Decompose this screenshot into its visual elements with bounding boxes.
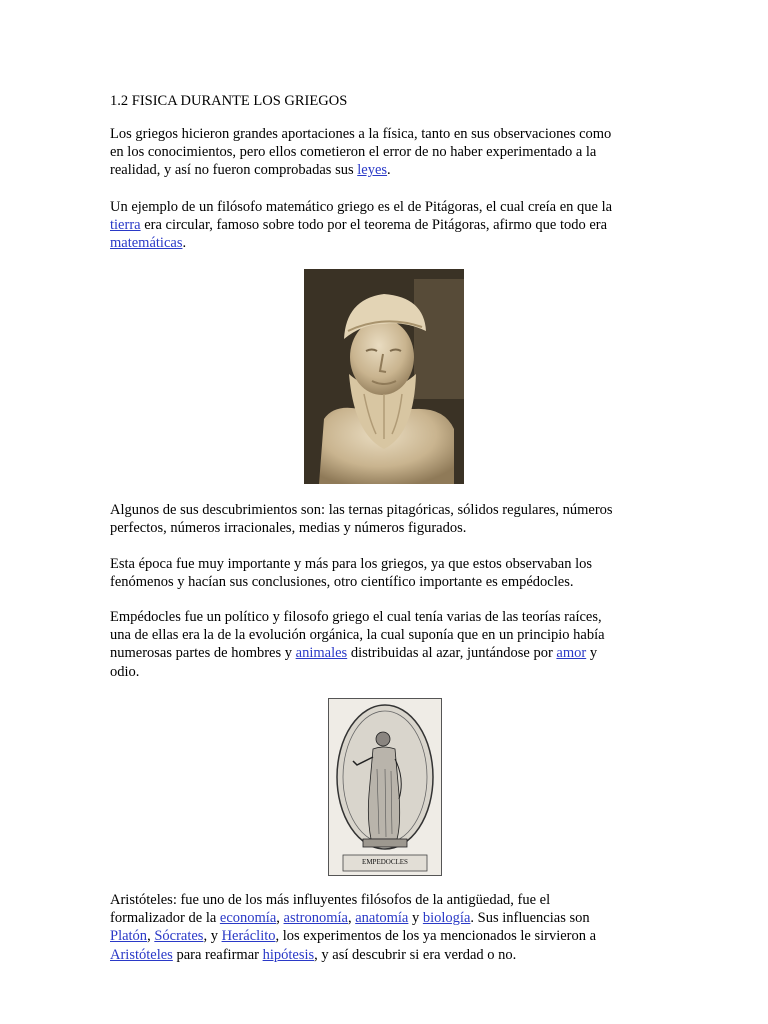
text-line: Aristóteles: fue uno de los más influyentes filósofos de la antigüedad, fue el [110,892,551,908]
engraving-caption: EMPEDOCLES [362,858,408,866]
text-run: y [586,645,598,662]
text-line: en los conocimientos, pero ellos cometieron el error de no haber experimentado a la [110,144,597,161]
text-run: numerosas partes de hombres y [110,645,296,662]
text-line: fenómenos y hacían sus conclusiones, otro científico importante es empédocles. [110,574,574,591]
text-run: para reafirmar [172,946,263,963]
text-run: . [387,162,391,179]
text-run: , [347,910,356,927]
link-leyes[interactable]: leyes [357,162,388,179]
text-line: Empédocles fue un político y filosofo griego el cual tenía varias de las teorías raíces, [110,609,602,625]
text-run: distribuidas al azar, juntándose por [347,645,557,662]
link-tierra[interactable]: tierra [110,217,141,234]
section-heading: 1.2 FISICA DURANTE LOS GRIEGOS [110,93,348,109]
link-biologia[interactable]: biología [422,910,471,927]
paragraph-empedocles [110,608,655,681]
paragraph-pitagoras [110,198,655,253]
text-run: realidad, y así no fueron comprobadas sus [110,162,358,179]
link-economia[interactable]: economía [219,910,277,927]
text-line [110,946,655,964]
link-matematicas[interactable]: matemáticas [110,235,183,252]
text-run: , [276,910,284,927]
text-run: y [408,910,423,927]
text-line [110,161,655,179]
link-astronomia[interactable]: astronomía [283,910,348,927]
text-run: , y [203,928,222,945]
text-line [110,909,655,927]
text-line [110,644,655,662]
text-line [110,234,655,252]
text-line: Algunos de sus descubrimientos son: las ternas pitagóricas, sólidos regulares, números [110,502,613,518]
text-line: una de ellas era la de la evolución orgánica, la cual suponía que en un principio había [110,627,605,644]
text-run: . [182,235,187,252]
text-run: . Sus influencias son [470,910,590,927]
link-socrates[interactable]: Sócrates [154,928,204,945]
paragraph-intro [110,125,655,180]
text-run: , y así descubrir si era verdad o no. [314,946,517,963]
text-line [110,216,655,234]
text-run: formalizador de la [110,910,220,927]
paragraph-epoca [110,555,655,591]
bust-illustration [304,269,464,484]
paragraph-aristoteles [110,891,655,964]
text-run: era circular, famoso sobre todo por el teorema de Pitágoras, afirmo que todo era [140,217,608,234]
text-line: Un ejemplo de un filósofo matemático griego es el de Pitágoras, el cual creía en que la [110,199,613,215]
link-heraclito[interactable]: Heráclito [221,928,276,945]
empedocles-engraving-image [328,698,442,876]
text-run: , [147,928,155,945]
link-aristoteles[interactable]: Aristóteles [110,946,173,963]
text-line [110,927,655,945]
text-line: Los griegos hicieron grandes aportaciones a la física, tanto en sus observaciones como [110,126,612,142]
text-line: Esta época fue muy importante y más para los griegos, ya que estos observaban los [110,556,592,572]
engraving-illustration [329,699,441,875]
pythagoras-bust-image [304,269,464,484]
text-run: , los experimentos de los ya mencionados le sirvieron a [275,928,597,945]
paragraph-descubrimientos [110,501,655,537]
text-line: odio. [110,663,140,680]
link-platon[interactable]: Platón [110,928,148,945]
link-animales[interactable]: animales [295,645,348,662]
link-amor[interactable]: amor [556,645,587,662]
link-anatomia[interactable]: anatomía [355,910,409,927]
link-hipotesis[interactable]: hipótesis [262,946,315,963]
text-line: perfectos, números irracionales, medias y números figurados. [110,520,467,537]
